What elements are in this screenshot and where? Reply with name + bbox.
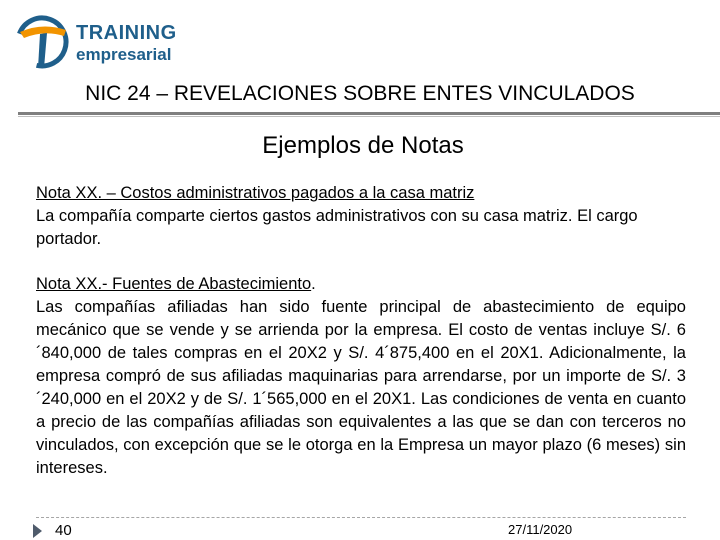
slide-subtitle: Ejemplos de Notas (262, 132, 464, 159)
title-divider (18, 112, 720, 115)
title-divider-thin (18, 116, 720, 117)
logo-text-empresarial: empresarial (76, 45, 172, 64)
note-2-title: Nota XX.- Fuentes de Abastecimiento (36, 275, 312, 293)
page-number: 40 (55, 522, 72, 539)
footer-divider (36, 517, 686, 518)
company-logo (14, 12, 184, 74)
footer-date: 27/11/2020 (508, 522, 573, 537)
logo-text-training: TRAINING (76, 22, 177, 44)
note-1-title: Nota XX. – Costos administrativos pagados a la casa matriz (36, 184, 475, 202)
note-1-body: La compañía comparte ciertos gastos administrativos con su casa matriz. El cargo portador. (36, 207, 638, 248)
note-1 (36, 182, 686, 251)
note-2-body: Las compañías afiliadas han sido fuente principal de abastecimiento de equipo mecánico que se vende y se arrienda por la empresa. El costo de ventas incluye S/. 6´840,000 de tales compras en el 20X2 y S/. 4´875,400 en el 20X1. Adicionalmente, la empresa compró de sus afiliadas maquinarias para arrendarse, por un importe de S/. 3´240,000 en el 20X2 y de S/. 1´565,000 en el 20X1. Las condiciones de venta en cuanto a precio de las compañías afiliadas son equivalentes a las que se dan con terceros no vinculados, con excepción que se le otorga en la Empresa un mayor plazo (6 meses) sin intereses. (36, 298, 686, 477)
training-logo-icon (14, 12, 70, 72)
slide-title: NIC 24 – REVELACIONES SOBRE ENTES VINCULADOS (85, 82, 635, 105)
note-2 (36, 273, 686, 480)
note-2-title-suffix: . (311, 275, 316, 293)
note-2-title-line (36, 273, 686, 296)
notes-content (36, 182, 686, 480)
arrow-right-icon (33, 524, 42, 538)
note-spacer (36, 251, 686, 273)
